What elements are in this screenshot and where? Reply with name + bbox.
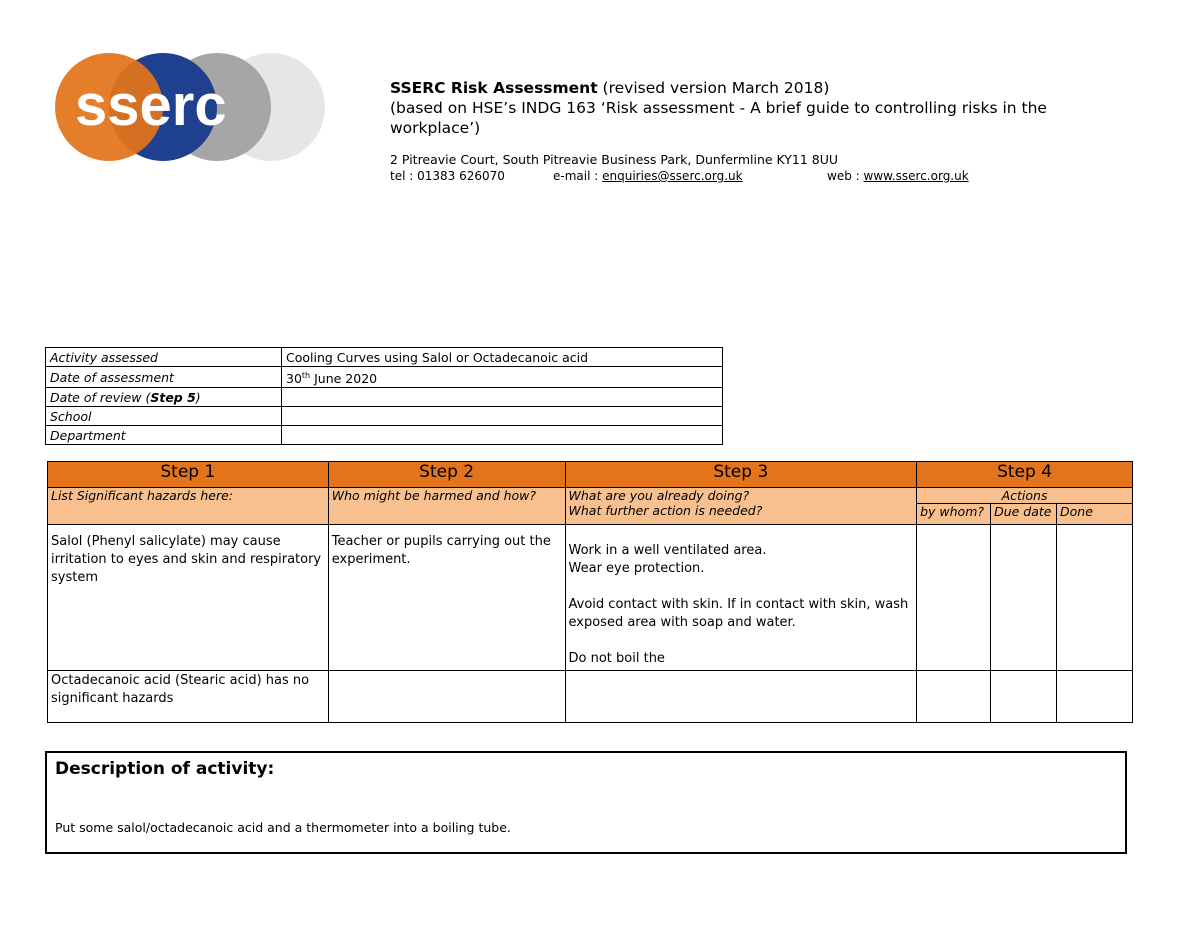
department-label: Department	[46, 426, 282, 445]
header-contact	[390, 168, 1110, 184]
step3-subheader-a: What are you already doing?	[568, 488, 750, 503]
info-row-activity	[46, 348, 723, 367]
school-value	[282, 407, 723, 426]
logo-text: sserc	[75, 73, 227, 138]
header-title-rest: (revised version March 2018)	[597, 79, 830, 97]
actions-subheader: Actions	[917, 488, 1133, 504]
activity-label: Activity assessed	[46, 348, 282, 367]
date-value	[282, 367, 723, 388]
review-label-pre: Date of review (	[50, 389, 151, 405]
header-title	[390, 78, 1110, 98]
school-label: School	[46, 407, 282, 426]
web-link[interactable]: www.sserc.org.uk	[863, 169, 969, 183]
date-label: Date of assessment	[46, 367, 282, 388]
header-web-group	[827, 168, 969, 184]
header-title-bold: SSERC Risk Assessment	[390, 79, 598, 97]
step2-header: Step 2	[328, 462, 565, 488]
hazard-cell: Octadecanoic acid (Stearic acid) has no significant hazards	[48, 671, 329, 723]
who-harmed-cell	[328, 671, 565, 723]
control-line: Avoid contact with skin. If in contact with skin, wash exposed area with soap and water.	[568, 597, 909, 630]
header-subtitle: (based on HSE’s INDG 163 ‘Risk assessment - A brief guide to controlling risks in the workplace’)	[390, 99, 1047, 137]
step1-subheader: List Significant hazards here:	[48, 488, 329, 525]
review-label	[46, 388, 282, 407]
who-harmed-cell: Teacher or pupils carrying out the experiment.	[328, 525, 565, 671]
controls-cell	[565, 671, 917, 723]
page-header	[390, 78, 1110, 184]
step1-header: Step 1	[48, 462, 329, 488]
step2-subheader: Who might be harmed and how?	[328, 488, 565, 525]
activity-value: Cooling Curves using Salol or Octadecanoic acid	[282, 348, 723, 367]
due-date-cell	[991, 671, 1057, 723]
description-text: Put some salol/octadecanoic acid and a thermometer into a boiling tube.	[55, 820, 511, 835]
date-rest: June 2020	[310, 371, 378, 387]
review-label-bold: Step 5	[150, 389, 196, 405]
info-row-department	[46, 426, 723, 445]
info-row-school	[46, 407, 723, 426]
date-suffix: th	[301, 371, 311, 380]
step3-subheader-b: What further action is needed?	[568, 503, 763, 518]
header-tel: tel : 01383 626070	[390, 169, 505, 183]
info-row-review	[46, 388, 723, 407]
control-line: Work in a well ventilated area.	[568, 543, 767, 558]
header-email-group	[553, 168, 743, 184]
hazard-row	[48, 671, 1133, 723]
sserc-logo	[55, 52, 327, 162]
review-label-post: )	[195, 389, 201, 405]
header-email-label: e-mail :	[553, 169, 603, 183]
step3-subheader	[565, 488, 917, 525]
done-cell	[1057, 525, 1133, 671]
by-whom-header: by whom?	[917, 504, 991, 525]
description-title: Description of activity:	[55, 759, 275, 779]
done-header: Done	[1057, 504, 1133, 525]
step-subheader-row	[48, 488, 1133, 504]
date-day: 30	[286, 371, 302, 387]
email-link[interactable]: enquiries@sserc.org.uk	[602, 169, 743, 183]
header-web-label: web :	[827, 169, 864, 183]
hazard-cell: Salol (Phenyl salicylate) may cause irritation to eyes and skin and respiratory system	[48, 525, 329, 671]
due-date-cell	[991, 525, 1057, 671]
info-row-date	[46, 367, 723, 388]
control-line: Do not boil the	[568, 651, 665, 666]
step-header-row	[48, 462, 1133, 488]
by-whom-cell	[917, 525, 991, 671]
hazard-row	[48, 525, 1133, 671]
review-value	[282, 388, 723, 407]
step3-header: Step 3	[565, 462, 917, 488]
assessment-info-table	[45, 347, 723, 445]
header-address: 2 Pitreavie Court, South Pitreavie Business Park, Dunfermline KY11 8UU	[390, 152, 839, 167]
done-cell	[1057, 671, 1133, 723]
due-date-header: Due date	[991, 504, 1057, 525]
risk-assessment-table	[47, 461, 1133, 723]
controls-cell	[565, 525, 917, 671]
control-line: Wear eye protection.	[568, 561, 705, 576]
by-whom-cell	[917, 671, 991, 723]
department-value	[282, 426, 723, 445]
description-box	[45, 751, 1127, 854]
step4-header: Step 4	[917, 462, 1133, 488]
